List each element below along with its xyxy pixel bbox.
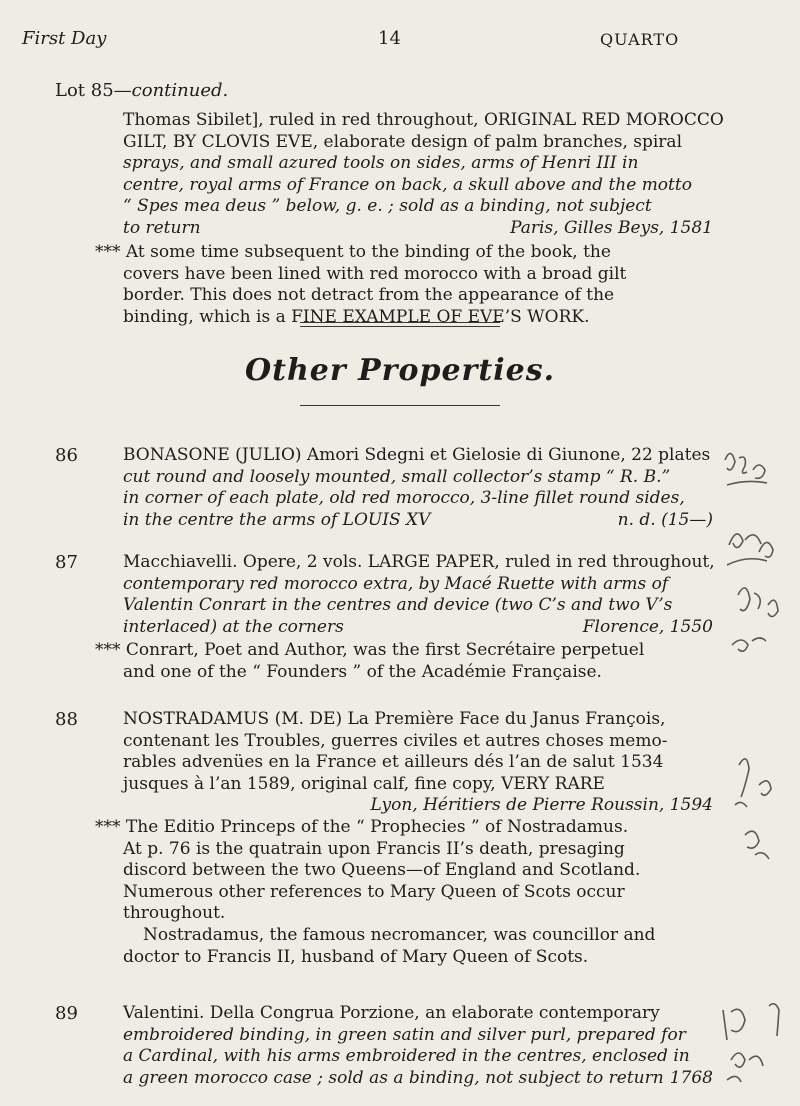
lot-85-line: GILT, BY CLOVIS EVE, elaborate design of palm branches, spiral [123,131,682,152]
note-line: binding, which is a FINE EXAMPLE OF EVE’S WORK. [123,306,590,327]
section-title: Other Properties. [244,353,556,388]
lot-85-imprint: Paris, Gilles Beys, 1581 [510,217,713,238]
lot-89-line: embroidered binding, in green satin and silver purl, prepared for [123,1024,686,1045]
section-rule-bottom [300,405,500,406]
lot-89-line [123,1068,713,1090]
continued-label: —continued. [113,80,229,101]
lot-86-line-text: in the centre the arms of LOUIS XV [123,509,431,530]
lot-85-line: “ Spes mea deus ” below, g. e. ; sold as a binding, not subject [123,196,652,217]
note-line: border. This does not detract from the appearance of the [123,285,615,306]
lot-number: 88 [55,709,78,730]
margin-pencil-annotation [715,1000,795,1090]
lot-87-line-text: interlaced) at the corners [123,616,344,637]
lot-88-line: rables advenües en la France et ailleurs dés l’an de salut 1534 [123,752,664,773]
note-line: *** The Editio Princeps of the “ Prophecies ” of Nostradamus. [95,817,629,837]
lot-89-imprint: 1768 [669,1067,713,1088]
page-number: 14 [378,28,401,49]
lot-87-line: Valentin Conrart in the centres and device (two C’s and two V’s [123,595,673,616]
header-day: First Day [22,28,107,49]
note-line: covers have been lined with red morocco with a broad gilt [123,263,627,284]
lot-85-line: centre, royal arms of France on back, a skull above and the motto [123,174,692,195]
lot-88-line: jusques à l’an 1589, original calf, fine copy, VERY RARE [123,773,605,794]
lot-86-imprint: n. d. (15—) [617,509,713,530]
note-line: Nostradamus, the famous necromancer, was councillor and [143,924,656,945]
lot-85-line [123,218,713,240]
lot-number: 89 [55,1003,78,1024]
lot-88-line: contenant les Troubles, guerres civiles et autres choses memo- [123,730,668,751]
lot-88-imprint: Lyon, Héritiers de Pierre Roussin, 1594 [370,795,713,816]
lot-87-imprint: Florence, 1550 [582,616,713,637]
header-format: QUARTO [600,30,680,49]
lot-85-line: Thomas Sibilet], ruled in red throughout, ORIGINAL RED MOROCCO [123,110,724,130]
lot-88-note [95,817,713,968]
lot-86-line [123,510,713,532]
lot-87-description [123,552,713,638]
lot-87-line [123,617,713,639]
note-line: At p. 76 is the quatrain upon Francis II’s death, presaging [123,838,625,859]
lot-number: 87 [55,552,78,573]
note-line: doctor to Francis II, husband of Mary Queen of Scots. [123,946,589,967]
note-line: *** At some time subsequent to the binding of the book, the [95,242,611,262]
margin-pencil-annotation [718,575,788,665]
lot-87-note [95,640,713,683]
lot-85-description [123,110,724,240]
note-line: and one of the “ Founders ” of the Académie Française. [123,661,602,682]
margin-pencil-annotation [715,440,785,570]
lot-89-line-text: a green morocco case ; sold as a binding, not subject to return [123,1067,664,1088]
note-line: discord between the two Queens—of England and Scotland. [123,860,641,881]
lot-85-line: sprays, and small azured tools on sides, arms of Henri III in [123,153,639,174]
lot-85-continued-heading [55,80,228,101]
lot-number: 86 [55,445,78,466]
lot-89-line: a Cardinal, with his arms embroidered in the centres, enclosed in [123,1046,690,1067]
note-line: throughout. [123,903,226,924]
lot-85-note [95,242,713,328]
lot-88-line: NOSTRADAMUS (M. DE) La Première Face du Janus François, [123,709,666,729]
section-rule-top [300,322,500,327]
lot-86-line: cut round and loosely mounted, small collector’s stamp “ R. B.” [123,466,671,487]
lot-86-line: in corner of each plate, old red morocco, 3-line fillet round sides, [123,488,685,509]
lot-86-description [123,445,713,531]
lot-87-line: contemporary red morocco extra, by Macé Ruette with arms of [123,573,669,594]
note-line: *** Conrart, Poet and Author, was the first Secrétaire perpetuel [95,640,645,660]
lot-89-description [123,1003,713,1089]
lot-85-line-text: to return [123,217,201,238]
lot-87-line: Macchiavelli. Opere, 2 vols. LARGE PAPER, ruled in red throughout, [123,552,715,572]
note-line: Numerous other references to Mary Queen of Scots occur [123,881,625,902]
lot-88-description [123,709,713,817]
margin-pencil-annotation [725,745,785,875]
lot-label: Lot 85 [55,80,114,101]
lot-86-line: BONASONE (JULIO) Amori Sdegni et Gielosie di Giunone, 22 plates [123,445,711,465]
lot-89-line: Valentini. Della Congrua Porzione, an elaborate contemporary [123,1003,660,1023]
